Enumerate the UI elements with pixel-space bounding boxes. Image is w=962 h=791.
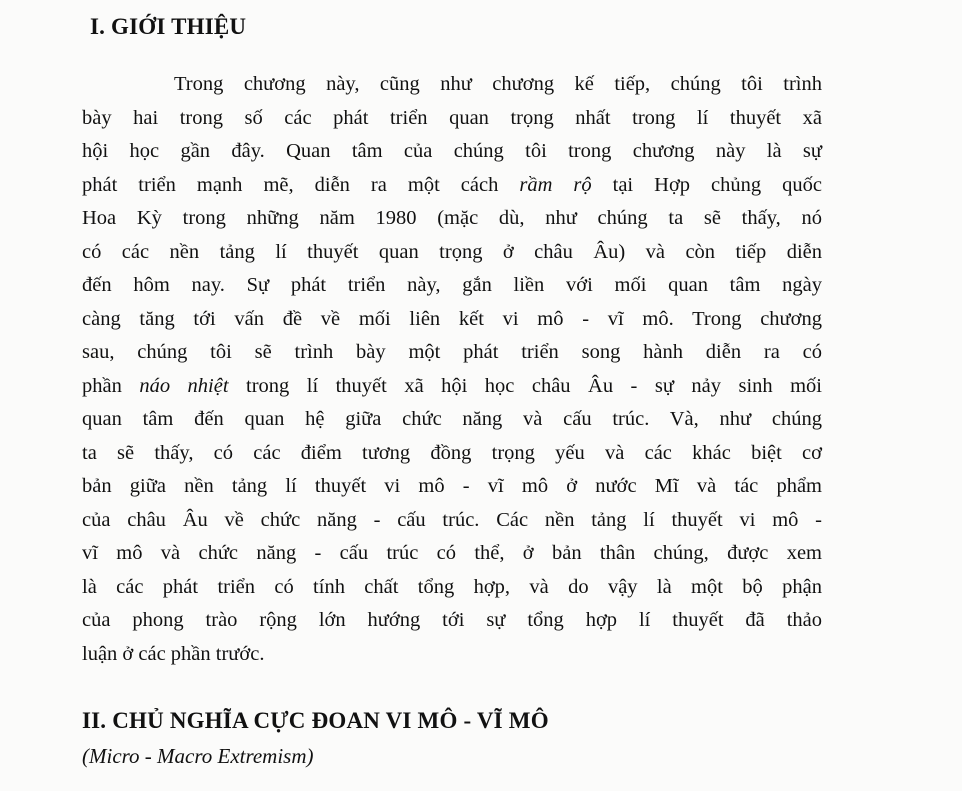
paragraph-line: vĩ mô và chức năng - cấu trúc có thể, ở bản thân chúng, được xem — [82, 542, 822, 564]
section-subtitle: (Micro - Macro Extremism) — [82, 744, 314, 768]
paragraph-line: quan tâm đến quan hệ giữa chức năng và cấu trúc. Và, như chúng — [82, 408, 822, 430]
section-heading-introduction: I. GIỚI THIỆU — [90, 14, 247, 39]
paragraph-line: bản giữa nền tảng lí thuyết vi mô - vĩ mô ở nước Mĩ và tác phẩm — [82, 475, 822, 497]
paragraph-line: của phong trào rộng lớn hướng tới sự tổng hợp lí thuyết đã thảo — [82, 609, 822, 631]
paragraph-line: là các phát triển có tính chất tổng hợp, và do vậy là một bộ phận — [82, 575, 822, 598]
paragraph-line: Trong chương này, cũng như chương kế tiếp, chúng tôi trình — [174, 73, 822, 95]
paragraph-line: luận ở các phần trước. — [82, 642, 265, 665]
paragraph-line: hội học gần đây. Quan tâm của chúng tôi trong chương này là sự — [82, 140, 822, 162]
paragraph-line: bày hai trong số các phát triển quan trọng nhất trong lí thuyết xã — [82, 106, 822, 129]
introduction-paragraph — [82, 68, 822, 671]
paragraph-line: phát triển mạnh mẽ, diễn ra một cách rầm rộ tại Hợp chủng quốc — [82, 173, 823, 196]
paragraph-line: ta sẽ thấy, có các điểm tương đồng trọng yếu và các khác biệt cơ — [82, 441, 822, 464]
italic-emphasis: náo nhiệt — [139, 374, 229, 397]
paragraph-line: phần náo nhiệt trong lí thuyết xã hội học châu Âu - sự nảy sinh mối — [82, 374, 822, 397]
paragraph-line: của châu Âu về chức năng - cấu trúc. Các nền tảng lí thuyết vi mô - — [82, 508, 822, 531]
italic-emphasis: rầm rộ — [519, 173, 592, 196]
paragraph-line: sau, chúng tôi sẽ trình bày một phát triển song hành diễn ra có — [82, 341, 822, 363]
section-heading-micro-macro-extremism: II. CHỦ NGHĨA CỰC ĐOAN VI MÔ - VĨ MÔ — [82, 708, 549, 733]
paragraph-line: Hoa Kỳ trong những năm 1980 (mặc dù, như chúng ta sẽ thấy, nó — [82, 207, 822, 229]
paragraph-line: đến hôm nay. Sự phát triển này, gắn liền với mối quan tâm ngày — [82, 274, 822, 296]
paragraph-line: có các nền tảng lí thuyết quan trọng ở châu Âu) và còn tiếp diễn — [82, 240, 822, 263]
paragraph-line: càng tăng tới vấn đề về mối liên kết vi mô - vĩ mô. Trong chương — [82, 307, 822, 330]
